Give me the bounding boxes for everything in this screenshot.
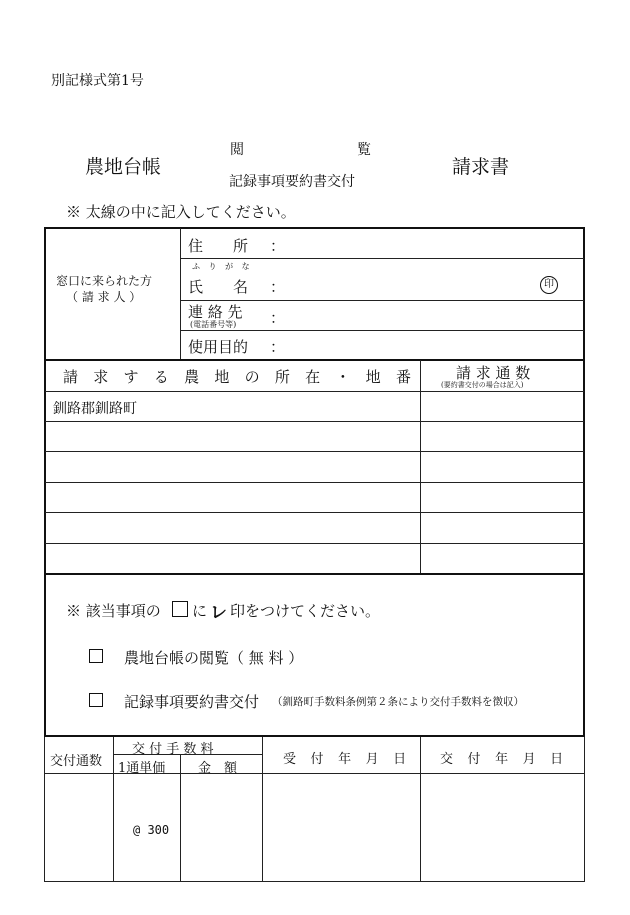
land-row-3-location-field[interactable] [50, 456, 410, 478]
land-row-1-location: 釧路郡釧路町 [53, 401, 137, 417]
name-field[interactable] [251, 276, 531, 296]
land-row-4-count-field[interactable] [425, 487, 579, 509]
option-viewing-label: 農地台帳の閲覧（ 無 料 ） [124, 649, 304, 667]
furigana-label: ふ り が な [192, 262, 253, 271]
title-mid-top-2: 覧 [357, 142, 371, 158]
title-mid-bottom: 記録事項要約書交付 [229, 174, 355, 190]
option-viewing-checkbox[interactable] [89, 649, 103, 663]
land-row-6-location-field[interactable] [50, 547, 410, 569]
name-label: 氏 名 [188, 278, 249, 296]
unit-price-label: 1通単価 [118, 761, 166, 776]
seal-mark: 印 [540, 276, 558, 294]
land-row-2-location-field[interactable] [50, 426, 410, 448]
land-header-location: 請 求 す る 農 地 の 所 在 ・ 地 番 [63, 368, 417, 386]
purpose-label: 使用目的 [188, 338, 249, 356]
address-field[interactable] [251, 235, 576, 255]
checklist-instruction-end: 印をつけてください。 [230, 602, 381, 620]
unit-price-value: @ 300 [133, 823, 170, 837]
land-row-1-count-field[interactable] [425, 396, 579, 418]
title-mid-top-1: 閲 [230, 142, 244, 158]
land-row-6-count-field[interactable] [425, 547, 579, 569]
requester-divider [180, 228, 181, 359]
option-summary-checkbox[interactable] [89, 693, 103, 707]
received-date-label: 受 付 年 月 日 [283, 752, 412, 767]
land-header-count-sub: (要約書交付の場合は記入) [441, 381, 524, 389]
issued-date-label: 交 付 年 月 日 [440, 752, 569, 767]
land-row-4-location-field[interactable] [50, 487, 410, 509]
title-right: 請求書 [452, 156, 510, 178]
note-thick-border: ※ 太線の中に記入してください。 [66, 203, 296, 221]
checkbox-sample-icon [172, 601, 188, 617]
contact-label: 連 絡 先 [188, 303, 243, 321]
issue-count-label: 交付通数 [50, 754, 103, 769]
land-row-5-count-field[interactable] [425, 517, 579, 539]
address-label: 住 所 [188, 237, 249, 255]
requester-label-1: 窓口に来られた方 [56, 274, 153, 288]
contact-sub-label: (電話番号等) [190, 320, 237, 329]
land-header-count: 請 求 通 数 [456, 364, 531, 382]
land-row-3-count-field[interactable] [425, 456, 579, 478]
option-summary-label: 記録事項要約書交付 [124, 693, 260, 711]
fee-header-label: 交 付 手 数 料 [132, 742, 214, 757]
contact-field[interactable] [280, 304, 576, 326]
amount-label: 金 額 [198, 761, 238, 776]
option-summary-note: （釧路町手数料条例第２条により交付手数料を徴収） [272, 696, 524, 708]
land-row-2-count-field[interactable] [425, 426, 579, 448]
land-row-1-location-field[interactable] [50, 396, 410, 418]
title-left: 農地台帳 [85, 156, 162, 178]
purpose-field[interactable] [280, 333, 576, 355]
check-mark-icon: レ [210, 603, 227, 623]
checklist-instruction-prefix: ※ 該当事項の [66, 602, 161, 620]
requester-label-2: （ 請 求 人 ） [66, 290, 142, 304]
form-number: 別記様式第1号 [51, 73, 144, 89]
land-row-5-location-field[interactable] [50, 517, 410, 539]
